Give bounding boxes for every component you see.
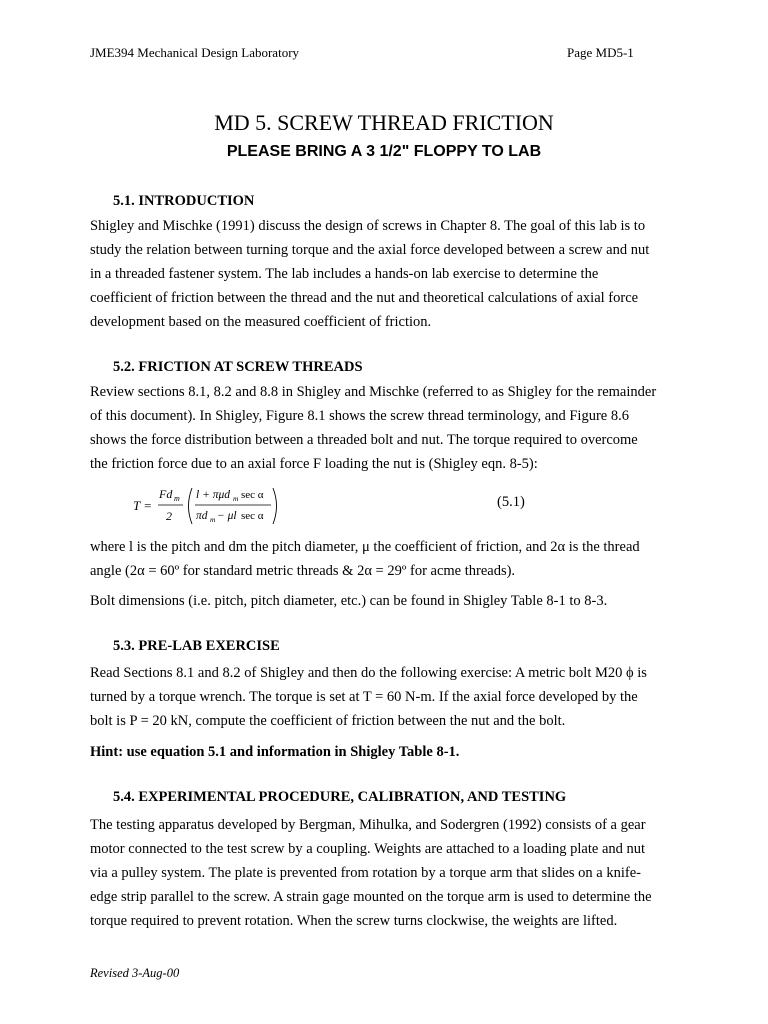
svg-text:m: m [174, 494, 180, 503]
page-title: MD 5. SCREW THREAD FRICTION [214, 110, 554, 135]
paragraph-line: Read Sections 8.1 and 8.2 of Shigley and then do the following exercise: A metric bolt M20 ϕ is [90, 665, 647, 681]
paragraph-line: in a threaded fastener system. The lab includes a hands-on lab exercise to determine the [90, 266, 599, 282]
svg-text:m: m [210, 515, 216, 524]
friction-after-paragraph [90, 535, 690, 583]
friction-paragraph [90, 380, 690, 476]
paragraph-line: Shigley and Mischke (1991) discuss the design of screws in Chapter 8. The goal of this lab is to [90, 218, 646, 234]
paragraph-line: edge strip parallel to the screw. A strain gage mounted on the torque arm is used to determine the [90, 889, 652, 905]
paragraph-line: turned by a torque wrench. The torque is set at T = 60 N-m. If the axial force developed by the [90, 689, 638, 705]
footer-revision: Revised 3-Aug-00 [90, 966, 180, 980]
torque-equation-svg [133, 484, 283, 528]
paragraph-line: motor connected to the test screw by a coupling. Weights are attached to a loading plate and nut [90, 841, 646, 857]
bolt-dimensions-line: Bolt dimensions (i.e. pitch, pitch diameter, etc.) can be found in Shigley Table 8-1 to 8-3. [90, 593, 608, 609]
prelab-paragraph [90, 661, 690, 733]
paragraph-line: Review sections 8.1, 8.2 and 8.8 in Shigley and Mischke (referred to as Shigley for the remainder [90, 384, 657, 400]
procedure-paragraph [90, 813, 690, 933]
svg-text:πd: πd [196, 510, 208, 522]
introduction-paragraph [90, 214, 690, 334]
paragraph-line: torque required to prevent rotation. When the screw turns clockwise, the weights are lifted. [90, 913, 618, 929]
paragraph-line: where l is the pitch and dm the pitch diameter, μ the coefficient of friction, and 2α is the thread [90, 539, 640, 555]
paragraph-line: shows the force distribution between a threaded bolt and nut. The torque required to overcome [90, 432, 638, 448]
section-heading-procedure: 5.4. EXPERIMENTAL PROCEDURE, CALIBRATION, AND TESTING [113, 789, 567, 805]
paragraph-line: study the relation between turning torque and the axial force developed between a screw and nut [90, 242, 650, 258]
svg-text:l + πμd: l + πμd [196, 489, 230, 501]
paragraph-line: the friction force due to an axial force F loading the nut is (Shigley eqn. 8-5): [90, 456, 538, 472]
torque-equation [133, 484, 283, 533]
svg-text:sec α: sec α [241, 489, 264, 501]
header-page-number: Page MD5-1 [567, 45, 634, 60]
prelab-hint: Hint: use equation 5.1 and information in Shigley Table 8-1. [90, 744, 460, 760]
paragraph-line: development based on the measured coefficient of friction. [90, 314, 432, 330]
section-heading-friction: 5.2. FRICTION AT SCREW THREADS [113, 359, 363, 375]
paragraph-line: angle (2α = 60º for standard metric threads & 2α = 29º for acme threads). [90, 563, 516, 579]
paragraph-line: of this document). In Shigley, Figure 8.1 shows the screw thread terminology, and Figure 8.6 [90, 408, 629, 424]
svg-text:Fd: Fd [159, 487, 173, 501]
paragraph-line: via a pulley system. The plate is prevented from rotation by a torque arm that slides on a knife- [90, 865, 641, 881]
svg-text:sec α: sec α [241, 510, 264, 522]
paragraph-line: bolt is P = 20 kN, compute the coefficient of friction between the nut and the bolt. [90, 713, 566, 729]
paragraph-line: coefficient of friction between the thread and the nut and theoretical calculations of axial force [90, 290, 639, 306]
paragraph-line: The testing apparatus developed by Bergman, Mihulka, and Sodergren (1992) consists of a gear [90, 817, 646, 833]
page-subtitle: PLEASE BRING A 3 1/2" FLOPPY TO LAB [226, 143, 542, 160]
svg-text:T =: T = [133, 498, 153, 513]
equation-number: (5.1) [497, 494, 525, 510]
svg-text:− μl: − μl [217, 510, 237, 522]
svg-text:2: 2 [166, 509, 172, 523]
section-heading-introduction: 5.1. INTRODUCTION [113, 193, 255, 209]
svg-text:m: m [233, 494, 239, 503]
section-heading-prelab: 5.3. PRE-LAB EXERCISE [113, 638, 280, 654]
header-course: JME394 Mechanical Design Laboratory [90, 45, 300, 60]
